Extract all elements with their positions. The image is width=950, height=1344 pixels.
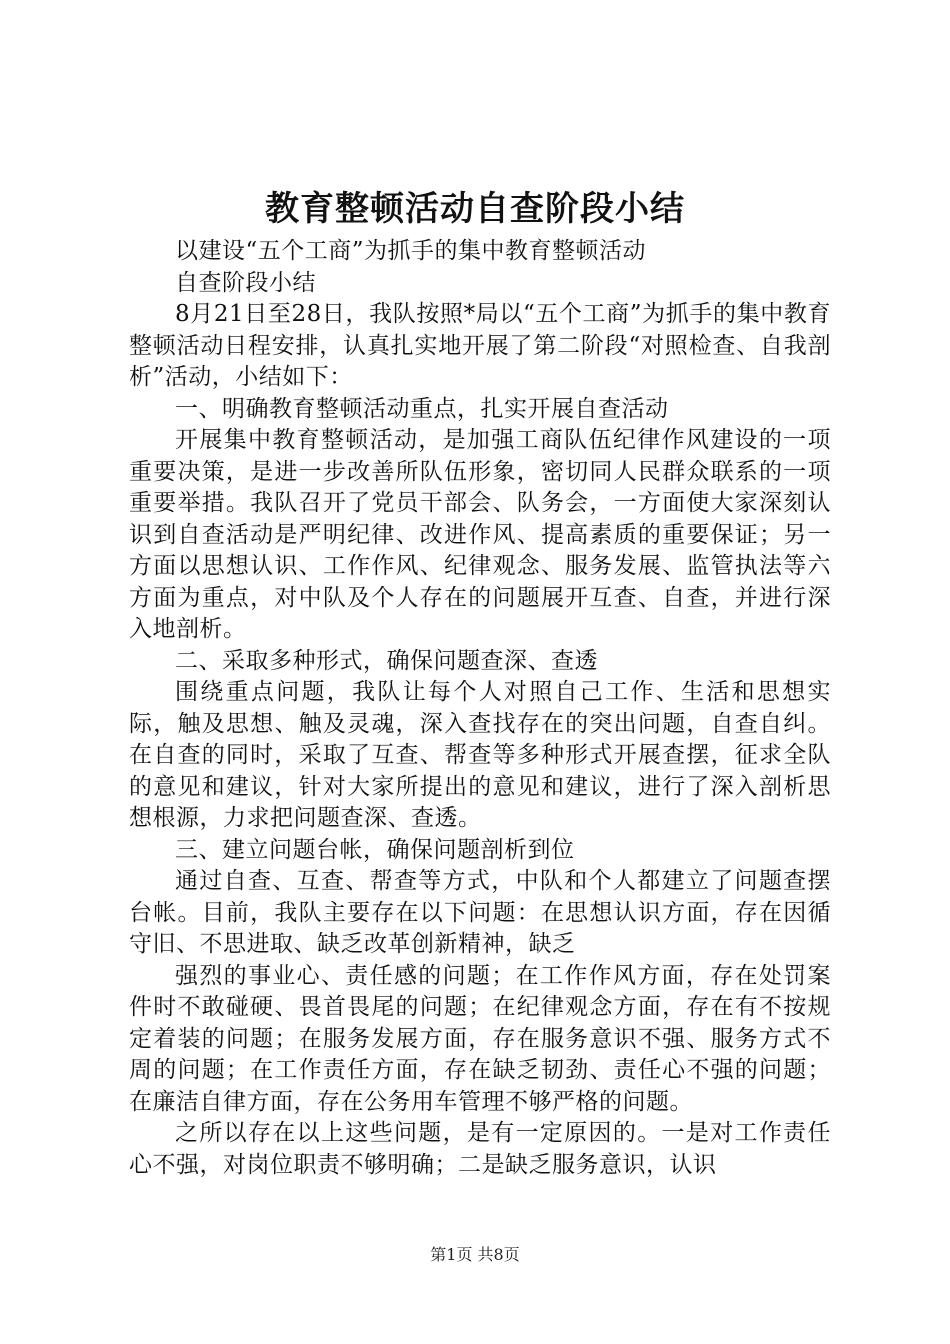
subtitle-line-2: 自查阶段小结 — [175, 269, 316, 296]
body-paragraph: 开展集中教育整顿活动，是加强工商队伍纪律作风建设的一项重要决策，是进一步改善所队伍形象，密切同人民群众联系的一项重要举措。我队召开了党员干部会、队务会，一方面使大家深刻认识到自查活动是严明纪律、改进作风、提高素质的重要保证；另一方面以思想认识、工作作风、纪律观念、服务发展、监管执法等六方面为重点，对中队及个人存在的问题展开互查、自查，并进行深入地剖析。 — [129, 427, 831, 642]
document-title: 教育整顿活动自查阶段小结 — [265, 189, 685, 229]
body-paragraph: 通过自查、互查、帮查等方式，中队和个人都建立了问题查摆台帐。目前，我队主要存在以下问题：在思想认识方面，存在因循守旧、不思进取、缺乏改革创新精神，缺乏 — [129, 868, 831, 957]
intro-paragraph: 8月21日至28日，我队按照*局以“五个工商”为抓手的集中教育整顿活动日程安排，认真扎实地开展了第二阶段“对照检查、自我剖析”活动，小结如下： — [129, 301, 831, 390]
page-footer: 第1页 共8页 — [430, 1245, 520, 1264]
section-heading-2: 二、采取多种形式，确保问题查深、查透 — [175, 647, 598, 674]
document-body — [129, 236, 831, 1181]
section-heading-1: 一、明确教育整顿活动重点，扎实开展自查活动 — [175, 395, 669, 422]
body-paragraph: 强烈的事业心、责任感的问题；在工作作风方面，存在处罚案件时不敢碰硬、畏首畏尾的问题；在纪律观念方面，存在有不按规定着装的问题；在服务发展方面，存在服务意识不强、服务方式不周的问题；在工作责任方面，存在缺乏韧劲、责任心不强的问题；在廉洁自律方面，存在公务用车管理不够严格的问题。 — [129, 962, 831, 1115]
body-paragraph: 围绕重点问题，我队让每个人对照自己工作、生活和思想实际，触及思想、触及灵魂，深入查找存在的突出问题，自查自纠。在自查的同时，采取了互查、帮查等多种形式开展查摆，征求全队的意见和建议，针对大家所提出的意见和建议，进行了深入剖析思想根源，力求把问题查深、查透。 — [129, 679, 831, 831]
subtitle-line-1: 以建设“五个工商”为抓手的集中教育整顿活动 — [175, 238, 647, 264]
body-paragraph: 之所以存在以上这些问题，是有一定原因的。一是对工作责任心不强，对岗位职责不够明确；二是缺乏服务意识，认识 — [129, 1120, 831, 1178]
section-heading-3: 三、建立问题台帐，确保问题剖析到位 — [175, 836, 575, 863]
